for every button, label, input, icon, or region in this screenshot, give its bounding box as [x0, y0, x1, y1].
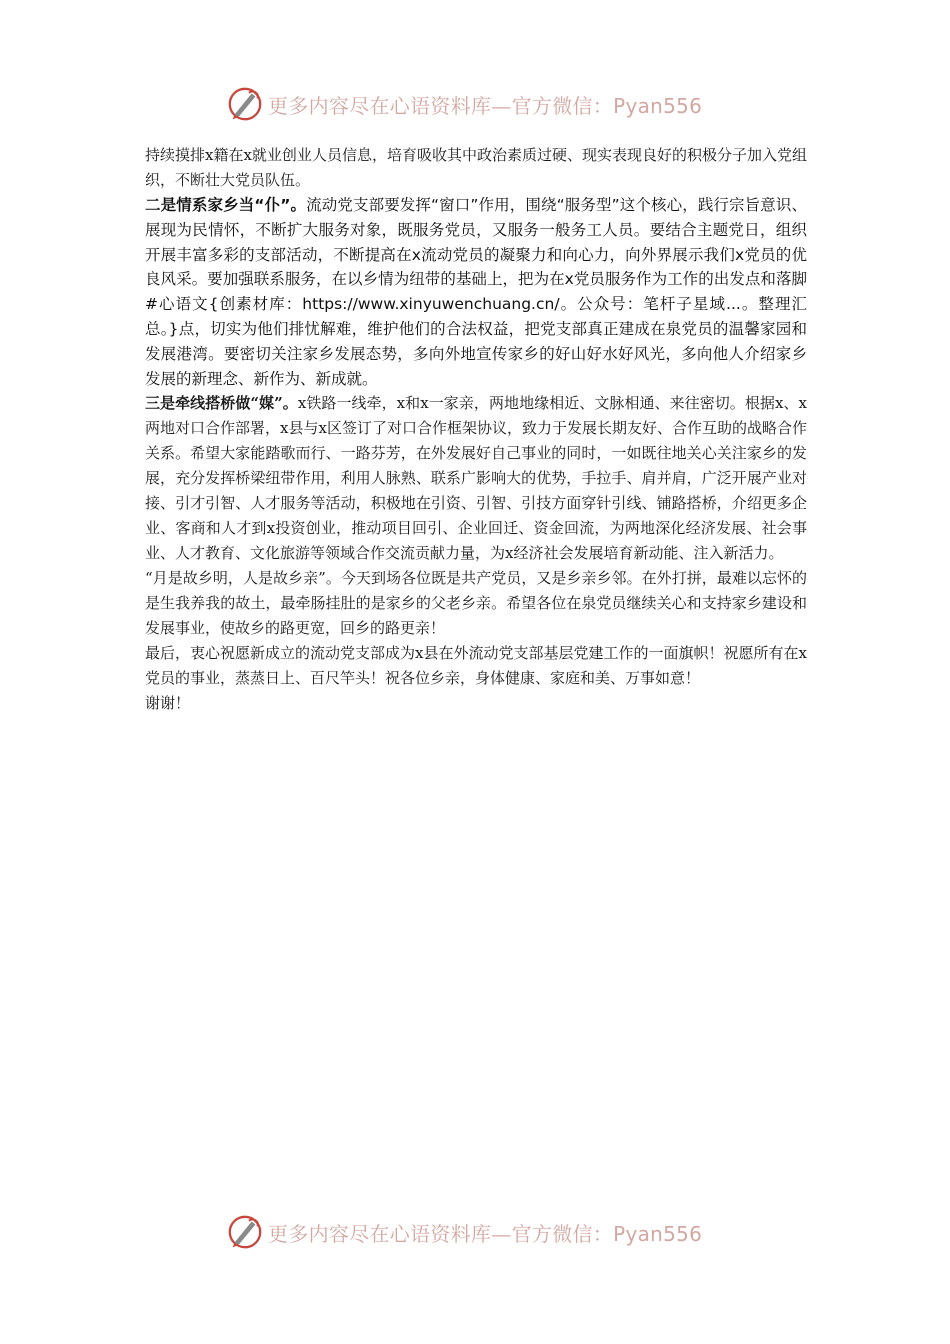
banner-text: 更多内容尽在心语资料库—官方微信： — [268, 93, 614, 118]
paragraph-text: 最后，衷心祝愿新成立的流动党支部成为x县在外流动党支部基层党建工作的一面旗帜！祝愿所有在x党员的事业，蒸蒸日上、百尺竿头！祝各位乡亲，身体健康、家庭和美、万事如意！ — [145, 644, 807, 688]
paragraph-6 — [145, 691, 807, 716]
banner-text: 更多内容尽在心语资料库—官方微信： — [268, 1221, 614, 1246]
paragraph-2 — [145, 193, 807, 391]
paragraph-text: 流动党支部要发挥“窗口”作用，围绕“服务型”这个核心，践行宗旨意识、展现为民情怀，不断扩大服务对象，既服务党员，又服务一般务工人员。要结合主题党日，组织开展丰富多彩的支部活动，不断提高在x流动党员的凝聚力和向心力，向外界展示我们x党员的优良风采。要加强联系服务，在以乡情为纽带的基础上，把为在x党员服务作为工作的出发点和落脚#心语文{创素材库：https://www.xinyuwenchuang.cn/。公众号：笔杆子星域...。整理汇总。}点，切实为他们排忧解难，维护他们的合法权益，把党支部真正建成在泉党员的温馨家园和发展港湾。要密切关注家乡发展态势，多向外地宣传家乡的好山好水好风光，多向他人介绍家乡发展的新理念、新作为、新成就。 — [145, 196, 807, 388]
wechat-id: Pyan556 — [613, 93, 703, 118]
footer-banner — [226, 1210, 726, 1254]
paragraph-lead: 二是情系家乡当“仆”。 — [145, 196, 307, 214]
paragraph-text: 持续摸排x籍在x就业创业人员信息，培育吸收其中政治素质过硬、现实表现良好的积极分子加入党组织，不断壮大党员队伍。 — [145, 146, 807, 189]
document-body — [145, 143, 807, 716]
wechat-id: Pyan556 — [613, 1221, 703, 1246]
pen-logo-icon — [226, 85, 264, 123]
paragraph-text: x铁路一线牵，x和x一家亲，两地地缘相近、文脉相通、来往密切。根据x、x两地对口合作部署，x县与x区签订了对口合作框架协议，致力于发展长期友好、合作互助的战略合作关系。希望大家能踏歌而行、一路芬芳，在外发展好自己事业的同时，一如既往地关心关注家乡的发展，充分发挥桥梁纽带作用，利用人脉熟、联系广影响大的优势，手拉手、肩并肩，广泛开展产业对接、引才引智、人才服务等活动，积极地在引资、引智、引技方面穿针引线、铺路搭桥，介绍更多企业、客商和人才到x投资创业，推动项目回引、企业回迁、资金回流，为两地深化经济发展、社会事业、人才教育、文化旅游等领域合作交流贡献力量，为x经济社会发展培育新动能、注入新活力。 — [145, 394, 807, 563]
paragraph-3 — [145, 391, 807, 566]
paragraph-4 — [145, 566, 807, 641]
pen-logo-icon — [226, 1213, 264, 1251]
paragraph-lead: 三是牵线搭桥做“媒”。 — [145, 394, 298, 413]
paragraph-1 — [145, 143, 807, 193]
paragraph-text: 谢谢！ — [145, 694, 191, 713]
header-banner — [226, 82, 726, 126]
paragraph-5 — [145, 641, 807, 691]
paragraph-text: “月是故乡明，人是故乡亲”。今天到场各位既是共产党员，又是乡亲乡邻。在外打拼，最难以忘怀的是生我养我的故土，最牵肠挂肚的是家乡的父老乡亲。希望各位在泉党员继续关心和支持家乡建设和发展事业，使故乡的路更宽，回乡的路更亲！ — [145, 569, 807, 638]
